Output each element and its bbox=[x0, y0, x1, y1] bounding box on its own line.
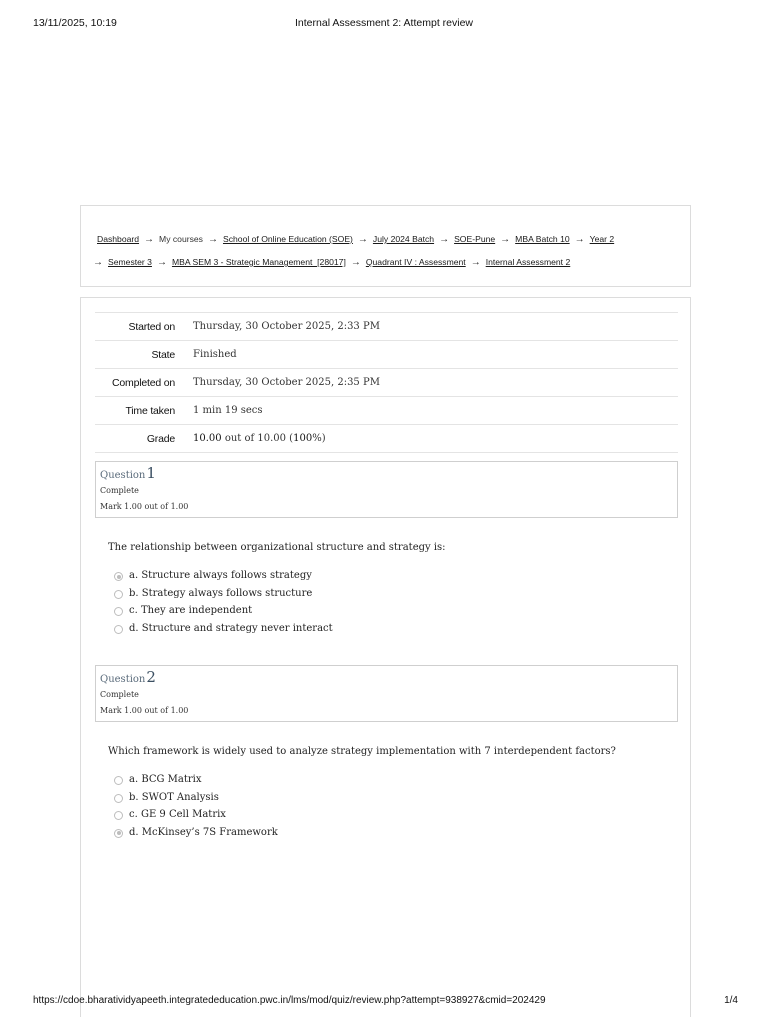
summary-value: Finished bbox=[193, 349, 237, 360]
question-mark: Mark 1.00 out of 1.00 bbox=[100, 502, 189, 511]
summary-label: Time taken bbox=[125, 404, 175, 417]
question-2-info bbox=[95, 665, 678, 722]
question-label: Question bbox=[100, 674, 146, 685]
question-1-info bbox=[95, 461, 678, 518]
summary-value: Thursday, 30 October 2025, 2:33 PM bbox=[193, 321, 380, 332]
radio-checked-icon bbox=[114, 829, 123, 838]
arrow-right-icon: → bbox=[500, 234, 511, 245]
radio-checked-icon bbox=[114, 572, 123, 581]
arrow-right-icon: → bbox=[93, 257, 103, 268]
question-2-answers bbox=[113, 773, 278, 843]
print-date: 13/11/2025, 10:19 bbox=[33, 17, 117, 29]
question-number bbox=[100, 464, 156, 482]
breadcrumb-semester[interactable]: Semester 3 bbox=[108, 257, 152, 267]
summary-row-grade bbox=[95, 425, 678, 453]
arrow-right-icon: → bbox=[574, 234, 585, 245]
answer-option[interactable] bbox=[113, 604, 333, 622]
answer-option[interactable] bbox=[113, 569, 333, 587]
radio-unchecked-icon bbox=[114, 794, 123, 803]
radio-unchecked-icon bbox=[114, 625, 123, 634]
answer-label: d. McKinsey’s 7S Framework bbox=[129, 826, 278, 838]
attempt-summary-table bbox=[95, 312, 678, 453]
grade-score: 10.00 bbox=[193, 433, 222, 444]
question-1-answers bbox=[113, 569, 333, 639]
breadcrumb-school[interactable]: School of Online Education (SOE) bbox=[222, 234, 353, 244]
arrow-right-icon: → bbox=[357, 234, 368, 245]
answer-option[interactable] bbox=[113, 826, 278, 844]
question-2-text: Which framework is widely used to analyze strategy implementation with 7 interdependent factors? bbox=[108, 746, 616, 757]
answer-option[interactable] bbox=[113, 791, 278, 809]
radio-unchecked-icon bbox=[114, 607, 123, 616]
summary-label: Started on bbox=[128, 320, 175, 333]
print-footer bbox=[0, 995, 768, 1009]
question-state: Complete bbox=[100, 486, 139, 495]
arrow-right-icon: → bbox=[156, 257, 167, 268]
print-header bbox=[0, 17, 768, 31]
breadcrumb-year[interactable]: Year 2 bbox=[589, 234, 615, 244]
answer-option[interactable] bbox=[113, 808, 278, 826]
question-number bbox=[100, 668, 156, 686]
breadcrumb-section[interactable]: Quadrant IV : Assessment bbox=[365, 257, 466, 267]
question-number-value: 2 bbox=[146, 668, 156, 686]
radio-unchecked-icon bbox=[114, 811, 123, 820]
grade-percent: 100 bbox=[293, 433, 313, 444]
print-page-number: 1/4 bbox=[724, 995, 738, 1006]
breadcrumb-course[interactable]: MBA SEM 3 - Strategic Management_[28017] bbox=[171, 257, 346, 267]
breadcrumb-mba-batch[interactable]: MBA Batch 10 bbox=[515, 234, 570, 244]
answer-option[interactable] bbox=[113, 622, 333, 640]
answer-option[interactable] bbox=[113, 773, 278, 791]
print-url: https://cdoe.bharatividyapeeth.integratededucation.pwc.in/lms/mod/quiz/review.php?attempt=938927&cmid=202429 bbox=[33, 995, 546, 1006]
summary-value: 1 min 19 secs bbox=[193, 405, 263, 416]
summary-row-started bbox=[95, 313, 678, 341]
summary-label: State bbox=[151, 348, 175, 361]
summary-value bbox=[187, 425, 678, 453]
answer-label: d. Structure and strategy never interact bbox=[129, 622, 333, 634]
question-number-value: 1 bbox=[146, 464, 156, 482]
answer-label: c. GE 9 Cell Matrix bbox=[129, 809, 226, 821]
grade-percent-sign: %) bbox=[312, 433, 326, 444]
answer-label: a. BCG Matrix bbox=[129, 774, 202, 785]
summary-label: Completed on bbox=[112, 376, 175, 389]
breadcrumb-panel bbox=[80, 205, 691, 287]
breadcrumb-my-courses: My courses bbox=[159, 234, 203, 244]
answer-option[interactable] bbox=[113, 587, 333, 605]
arrow-right-icon: → bbox=[439, 234, 450, 245]
radio-unchecked-icon bbox=[114, 590, 123, 599]
answer-label: c. They are independent bbox=[129, 605, 253, 617]
radio-unchecked-icon bbox=[114, 776, 123, 785]
breadcrumb-quiz[interactable]: Internal Assessment 2 bbox=[485, 257, 571, 267]
question-state: Complete bbox=[100, 690, 139, 699]
breadcrumb-batch[interactable]: July 2024 Batch bbox=[372, 234, 435, 244]
breadcrumb-campus[interactable]: SOE-Pune bbox=[454, 234, 496, 244]
breadcrumb bbox=[93, 228, 682, 274]
answer-label: b. SWOT Analysis bbox=[129, 791, 219, 803]
answer-label: a. Structure always follows strategy bbox=[129, 570, 312, 581]
breadcrumb-dashboard[interactable]: Dashboard bbox=[97, 234, 140, 244]
print-page-title: Internal Assessment 2: Attempt review bbox=[295, 17, 473, 29]
question-1-text: The relationship between organizational structure and strategy is: bbox=[108, 542, 446, 553]
question-label: Question bbox=[100, 470, 146, 481]
attempt-review-panel bbox=[80, 297, 691, 1017]
answer-label: b. Strategy always follows structure bbox=[129, 587, 313, 599]
arrow-right-icon: → bbox=[470, 257, 481, 268]
summary-label: Grade bbox=[146, 432, 175, 445]
arrow-right-icon: → bbox=[207, 234, 218, 245]
grade-out-of: out of 10.00 ( bbox=[221, 433, 294, 444]
question-mark: Mark 1.00 out of 1.00 bbox=[100, 706, 189, 715]
summary-row-state bbox=[95, 341, 678, 369]
summary-row-time bbox=[95, 397, 678, 425]
arrow-right-icon: → bbox=[350, 257, 361, 268]
summary-row-completed bbox=[95, 369, 678, 397]
summary-value: Thursday, 30 October 2025, 2:35 PM bbox=[193, 377, 380, 388]
arrow-right-icon: → bbox=[144, 234, 155, 245]
